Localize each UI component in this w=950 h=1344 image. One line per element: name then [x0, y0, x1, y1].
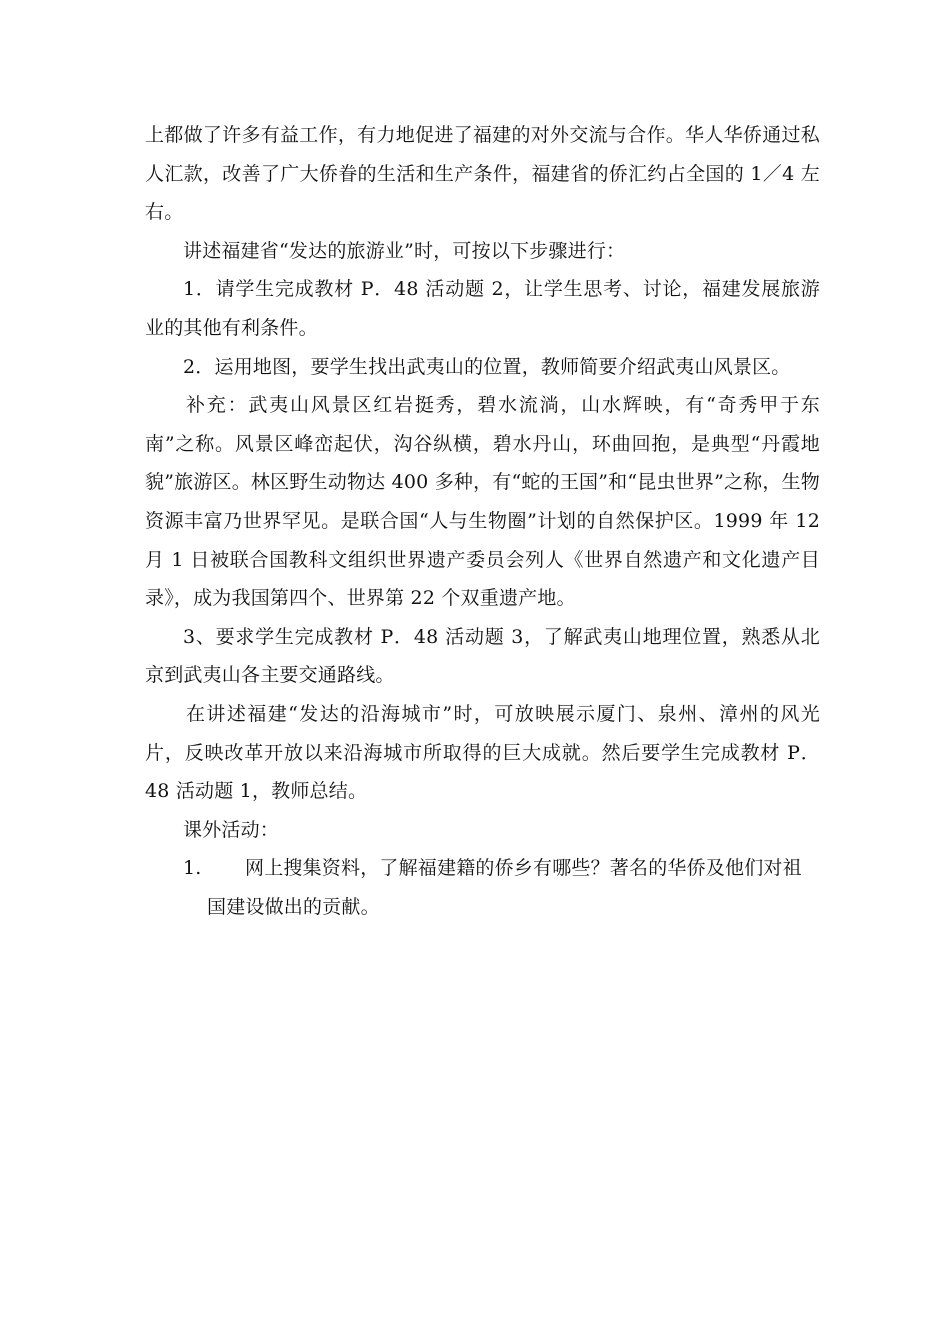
paragraph-step-1: 1．请学生完成教材 P．48 活动题 2，让学生思考、讨论，福建发展旅游业的其他有利条件。	[145, 278, 820, 339]
document-body	[145, 116, 820, 926]
paragraph-overseas-chinese: 上都做了许多有益工作，有力地促进了福建的对外交流与合作。华人华侨通过私人汇款，改善了广大侨眷的生活和生产条件，福建省的侨汇约占全国的 1／4 左右。	[145, 124, 820, 224]
paragraph-tourism-intro: 讲述福建省“发达的旅游业”时，可按以下步骤进行：	[183, 239, 626, 262]
list-item-line-1: 网上搜集资料，了解福建籍的侨乡有哪些？著名的华侨及他们对祖	[245, 857, 802, 880]
paragraph-step-3: 3、要求学生完成教材 P．48 活动题 3，了解武夷山地理位置，熟悉从北京到武夷山各主要交通路线。	[145, 625, 820, 687]
paragraph-extracurricular-heading: 课外活动：	[183, 818, 280, 841]
list-item-line-2: 国建设做出的贡献。	[207, 895, 380, 918]
paragraph-coastal-cities: 在讲述福建“发达的沿海城市”时，可放映展示厦门、泉州、漳州的风光片，反映改革开放以来沿海城市所取得的巨大成就。然后要学生完成教材 P．48 活动题 1，教师总结。	[145, 702, 820, 803]
list-item-text	[207, 849, 820, 926]
paragraph-wuyishan-supplement: 补充：武夷山风景区红岩挺秀，碧水流淌，山水辉映，有“奇秀甲于东南”之称。风景区峰峦起伏，沟谷纵横，碧水丹山，环曲回抱，是典型“丹霞地貌”旅游区。林区野生动物达 400 多种，有“蛇的王国”和“昆虫世界”之称，生物资源丰富乃世界罕见。是联合国“人与生物圈”计划的自然保护区。1999 年 12 月 1 日被联合国教科文组织世界遗产委员会列人《世界自然遗产和文化遗产目录》，成为我国第四个、世界第 22 个双重遗产地。	[145, 394, 820, 610]
paragraph-step-2: 2．运用地图，要学生找出武夷山的位置，教师简要介绍武夷山风景区。	[183, 355, 791, 378]
list-item	[145, 849, 820, 926]
list-item-number: 1.	[183, 857, 202, 880]
